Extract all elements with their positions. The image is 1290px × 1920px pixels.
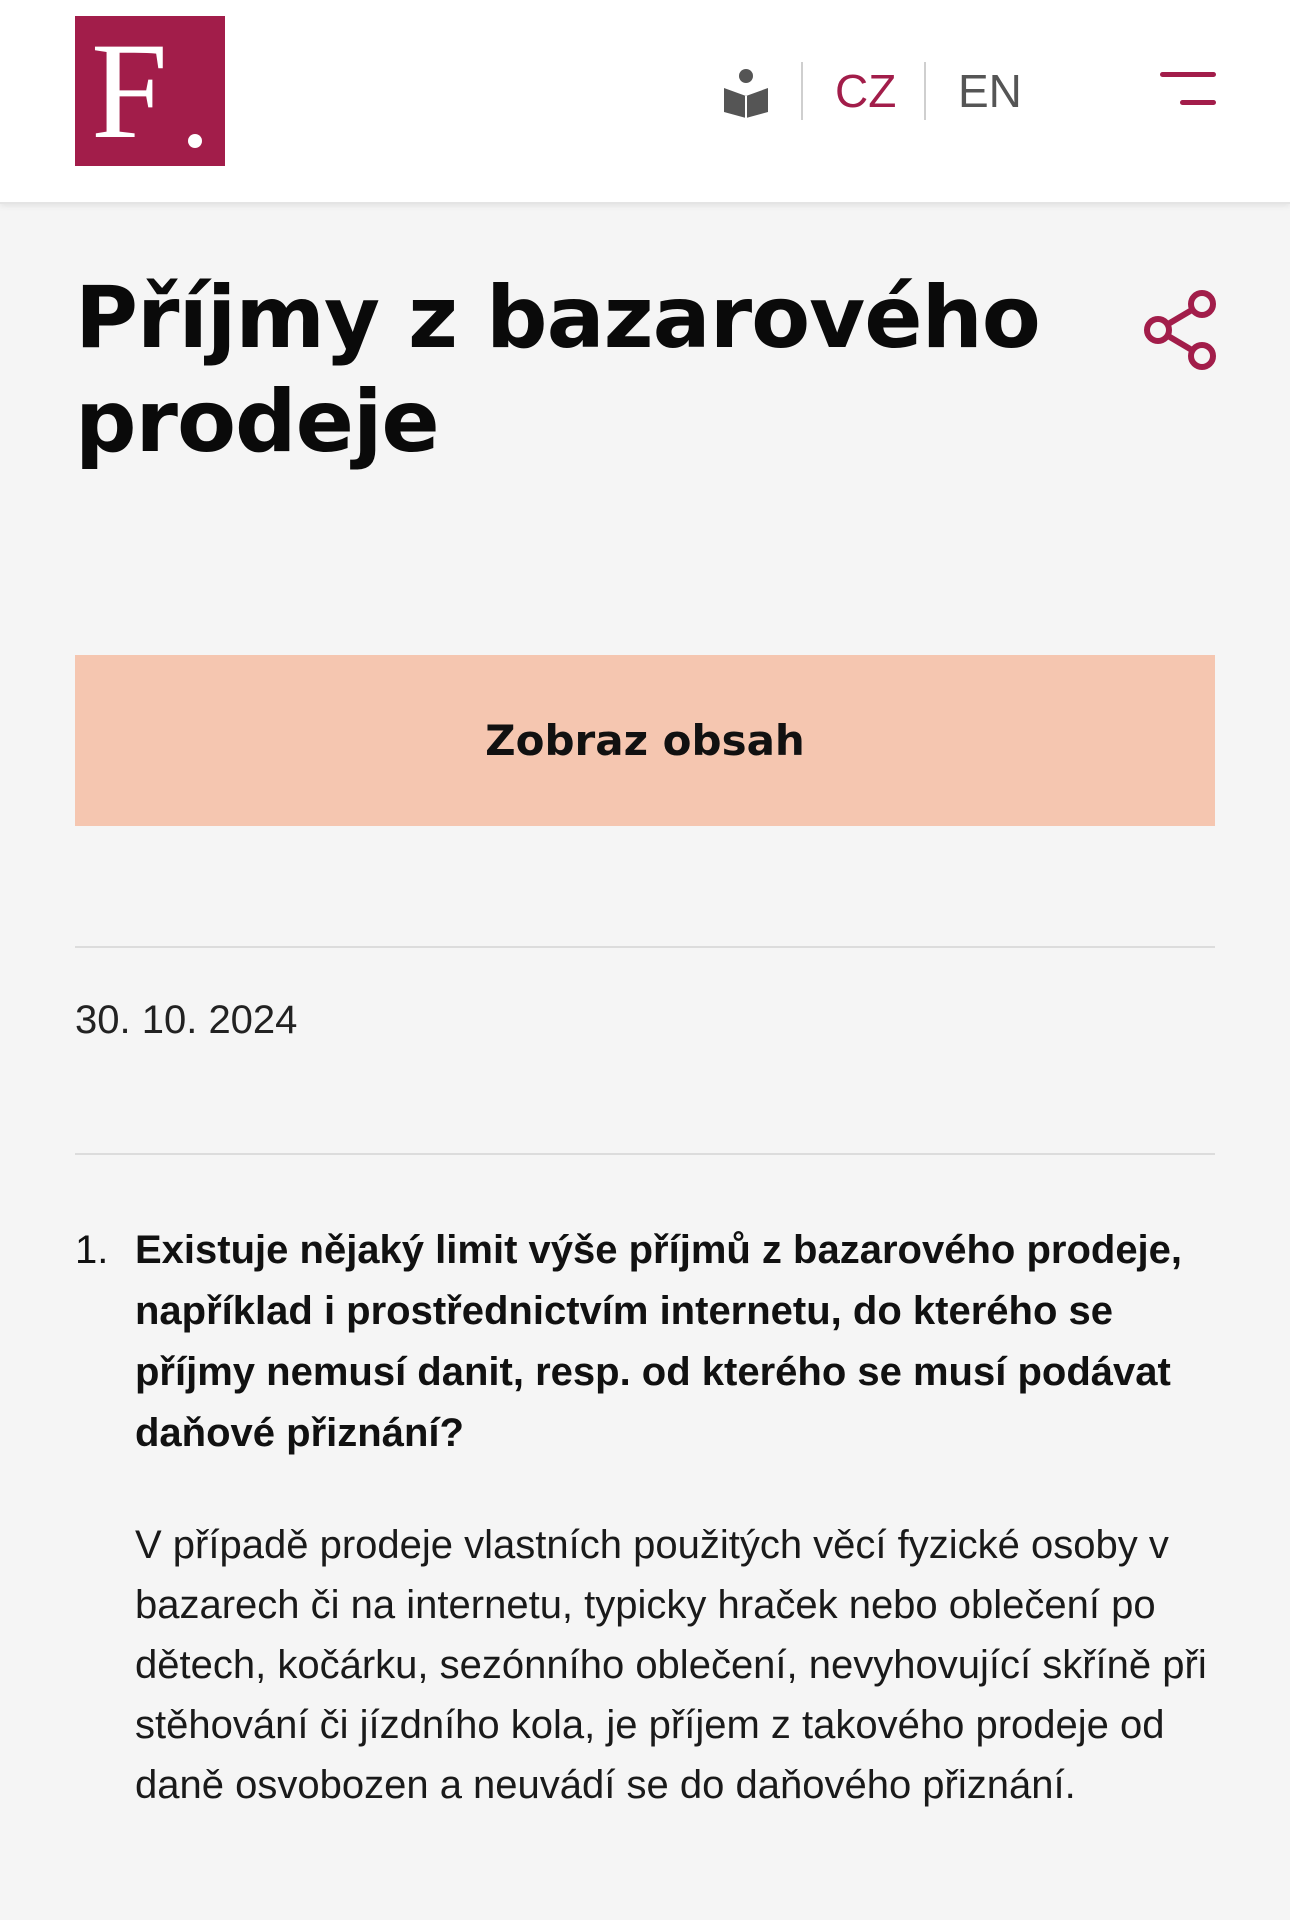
- header-divider: [801, 62, 803, 120]
- logo-letter: F: [91, 14, 168, 167]
- divider: [75, 1153, 1215, 1155]
- site-header: [0, 0, 1290, 204]
- answer-text: V případě prodeje vlastních použitých věcí fyzické osoby v bazarech či na internetu, typicky hraček nebo oblečení po dětech, kočárku, sezónního oblečení, nevyhovující skříně při stěhování či jízdního kola, je příjem z takového prodeje od daně osvobozen a neuvádí se do daňového přiznání.: [135, 1523, 1207, 1807]
- logo-dot: [188, 134, 202, 148]
- divider: [75, 946, 1215, 948]
- page-title: Příjmy z bazarového prodeje: [75, 268, 1040, 472]
- header-divider: [924, 62, 926, 120]
- publish-date: 30. 10. 2024: [75, 998, 298, 1042]
- logo[interactable]: [75, 16, 225, 166]
- question-number: 1.: [75, 1228, 109, 1272]
- show-contents-button[interactable]: Zobraz obsah: [75, 655, 1215, 826]
- language-cz-link[interactable]: CZ: [835, 65, 897, 117]
- question-text: Existuje nějaký limit výše příjmů z bazarového prodeje, například i prostřednictvím internetu, do kterého se příjmy nemusí danit, resp. od kterého se musí podávat daňové přiznání?: [135, 1228, 1183, 1455]
- share-icon[interactable]: [1140, 288, 1220, 372]
- language-en-link[interactable]: EN: [958, 65, 1022, 117]
- reader-icon[interactable]: [722, 68, 770, 118]
- hamburger-menu-icon[interactable]: [1160, 70, 1216, 110]
